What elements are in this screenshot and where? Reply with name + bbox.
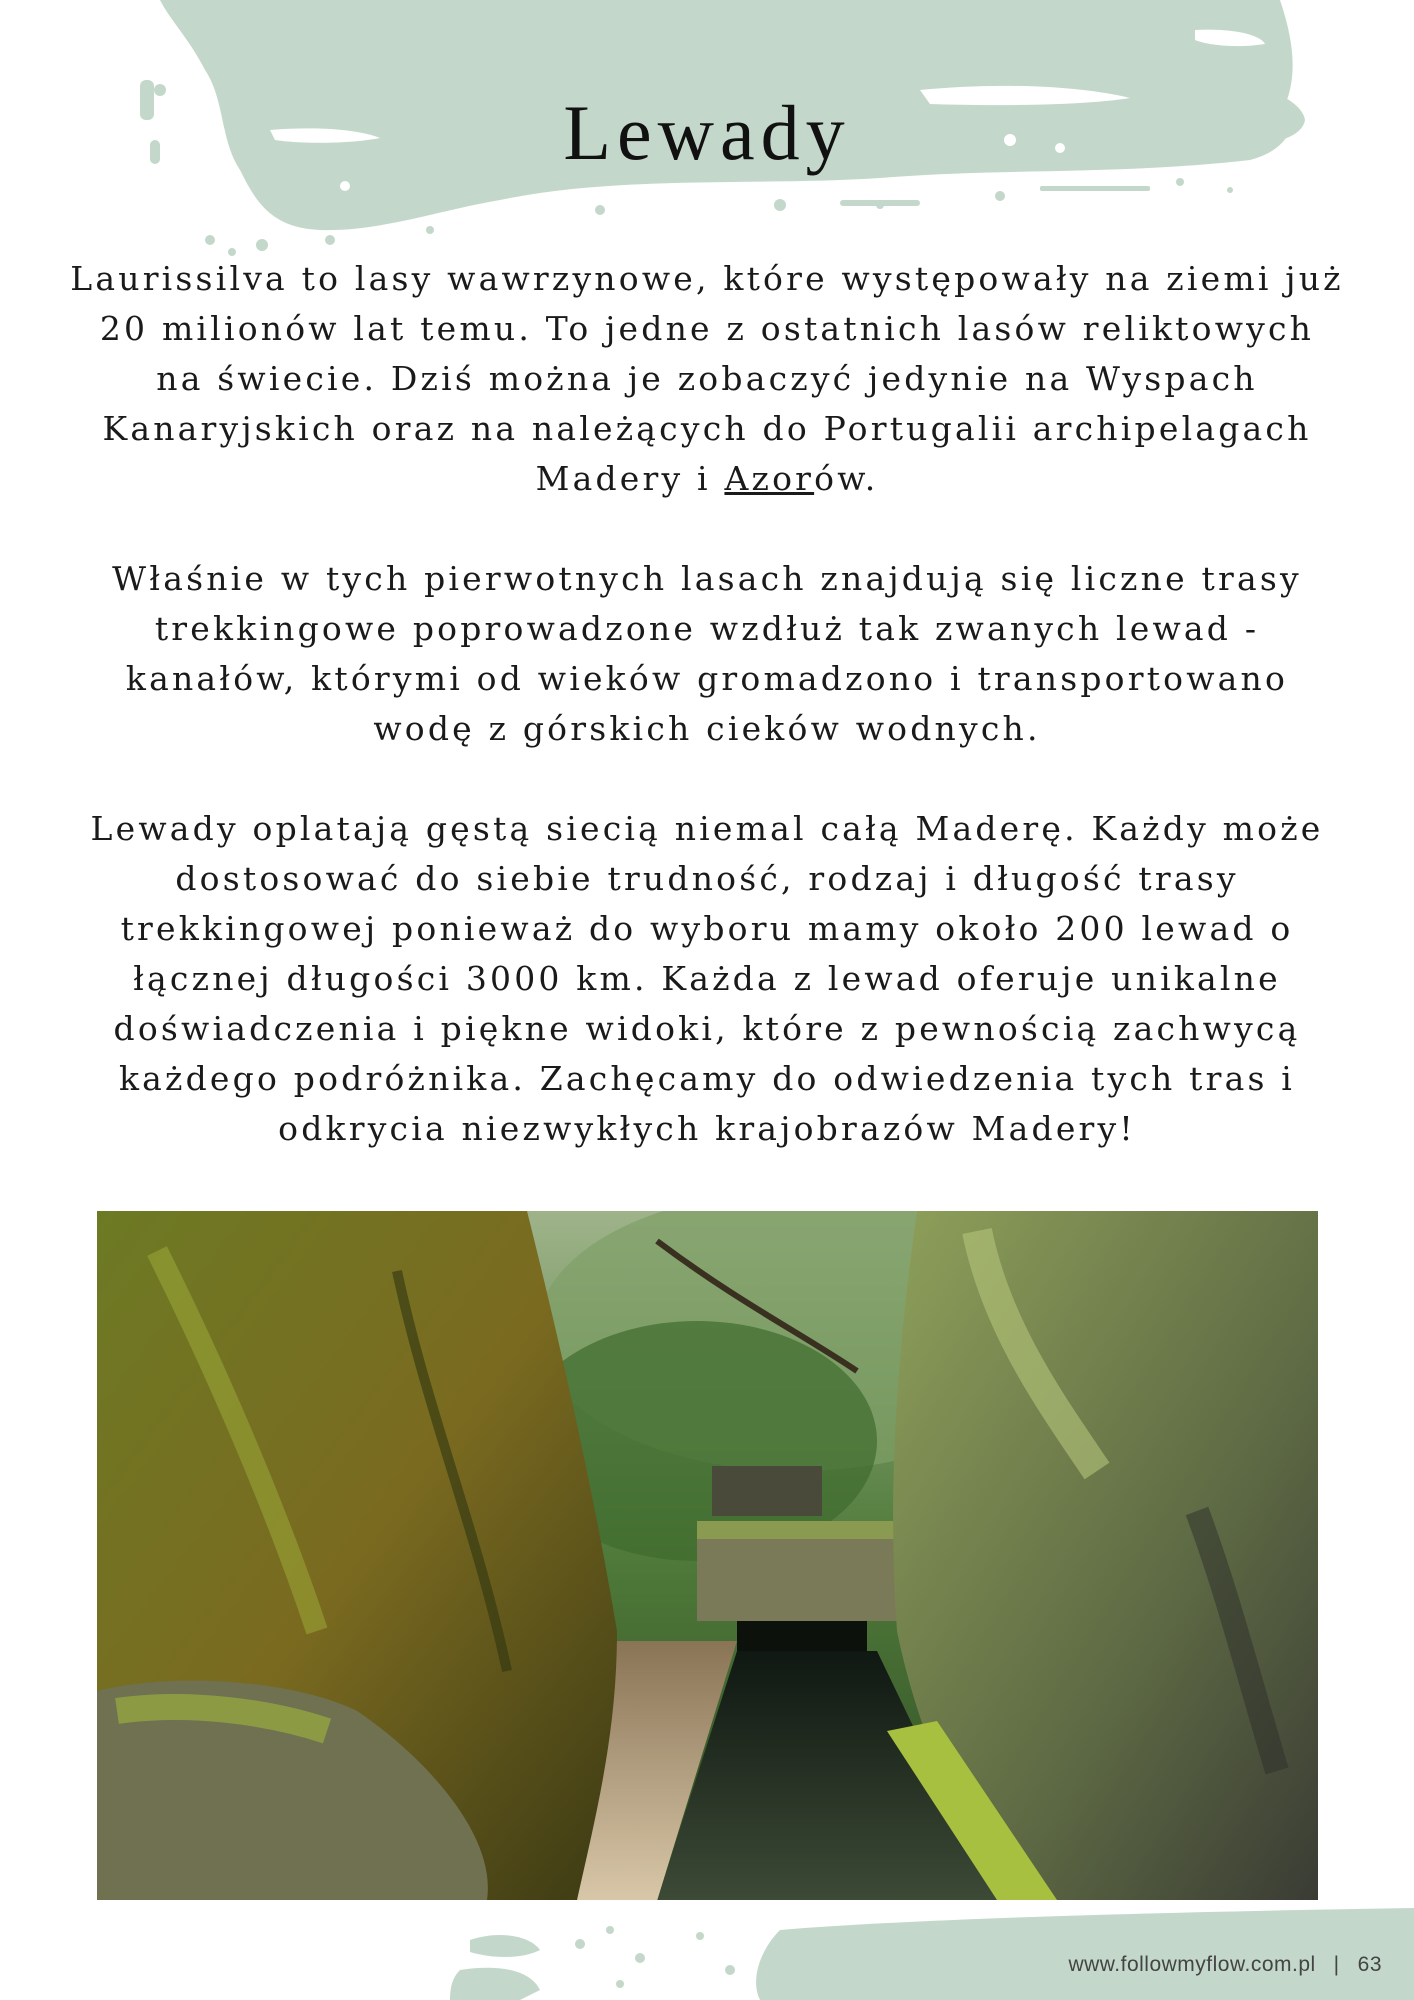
website-link[interactable]: www.followmyflow.com.pl	[1068, 1953, 1316, 1976]
article-body	[70, 254, 1344, 1204]
paragraph-1	[70, 254, 1344, 504]
underlined-word: Azor	[724, 459, 815, 498]
levada-canal-photo	[97, 1211, 1318, 1900]
paragraph-1-text: Laurissilva to lasy wawrzynowe, które występowały na ziemi już 20 milionów lat temu. To jedne z ostatnich lasów reliktowych na świecie. Dziś można je zobaczyć jedynie na Wyspach Kanaryjskich oraz na należących do Portugalii archipelagach Madery i	[70, 259, 1344, 498]
page-title: Lewady	[563, 89, 851, 176]
paragraph-3: Lewady oplatają gęstą siecią niemal całą Maderę. Każdy może dostosować do siebie trudność, rodzaj i długość trasy trekkingowej ponieważ do wyboru mamy około 200 lewad o łącznej długości 3000 km. Każda z lewad oferuje unikalne doświadczenia i piękne widoki, które z pewnością zachwycą każdego podróżnika. Zachęcamy do odwiedzenia tych tras i odkrycia niezwykłych krajobrazów Madery!	[90, 809, 1324, 1148]
paragraph-1-ending: ów.	[814, 459, 879, 498]
page-footer	[1068, 1948, 1382, 1982]
page-number: 63	[1357, 1953, 1382, 1976]
footer-separator: |	[1333, 1953, 1340, 1976]
paragraph-2: Właśnie w tych pierwotnych lasach znajdują się liczne trasy trekkingowe poprowadzone wzdłuż tak zwanych lewad - kanałów, którymi od wieków gromadzono i transportowano wodę z górskich cieków wodnych.	[112, 559, 1302, 748]
